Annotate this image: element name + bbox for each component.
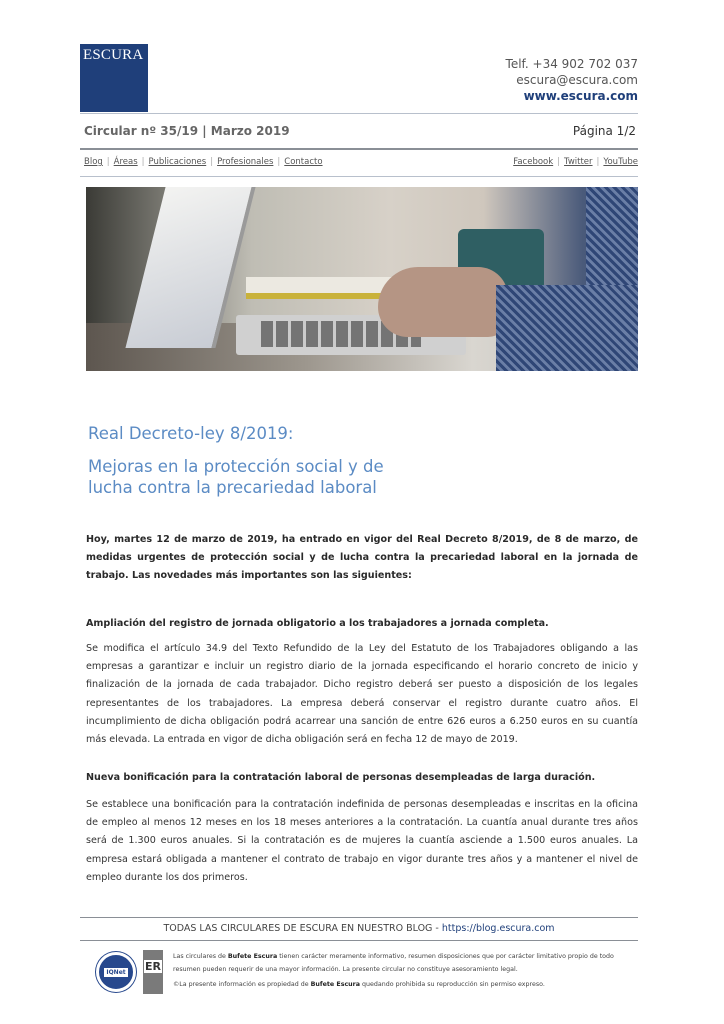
escura-logo: ESCURA — [80, 44, 148, 112]
blog-url-link[interactable]: https://blog.escura.com — [441, 923, 555, 934]
article-title: Real Decreto-ley 8/2019: — [88, 424, 294, 443]
website-link[interactable]: www.escura.com — [523, 89, 638, 103]
hero-image — [86, 187, 638, 371]
article-intro: Hoy, martes 12 de marzo de 2019, ha entrado en vigor del Real Decreto 8/2019, de 8 de marzo, de medidas urgentes de protección social y de lucha contra la precariedad laboral en la jornada de trabajo. Las novedades más importantes son las siguientes: — [86, 534, 638, 582]
phone-number: Telf. +34 902 702 037 — [505, 57, 638, 71]
section-body-2: Se establece una bonificación para la contratación indefinida de personas desempleadas e inscritas en la oficina de empleo al menos 12 meses en los 18 meses anteriores a la contratación. La cuantía anual durante tres años será de 1.300 euros anuales. Si la contratación es de mujeres la cuantía asciende a 1.500 euros anuales. La empresa estará obligada a mantener el contrato de trabajo en vigor durante tres años y a mantener el nivel de empleo durante los dos primeros. — [86, 799, 638, 883]
section-heading-2: Nueva bonificación para la contratación laboral de personas desempleadas de larga duración. — [86, 772, 596, 783]
header-divider — [80, 113, 638, 114]
nav-link-youtube[interactable]: YouTube — [603, 157, 638, 167]
footer-bottom-divider — [80, 940, 638, 941]
nav-link-facebook[interactable]: Facebook — [513, 157, 554, 167]
nav-left — [84, 157, 323, 167]
separator: | — [557, 157, 561, 167]
er-certification-icon: ER — [143, 950, 163, 994]
contact-block — [506, 56, 638, 104]
circular-divider — [80, 148, 638, 150]
nav-divider — [80, 176, 638, 177]
sleeve-shape — [496, 285, 638, 371]
nav-link-areas[interactable]: Áreas — [113, 157, 138, 167]
nav-link-twitter[interactable]: Twitter — [564, 157, 593, 167]
footer-top-divider — [80, 917, 638, 918]
nav-link-profesionales[interactable]: Profesionales — [217, 157, 274, 167]
nav-link-blog[interactable]: Blog — [84, 157, 103, 167]
separator: | — [106, 157, 110, 167]
nav-bar — [84, 157, 638, 167]
page-indicator: Página 1/2 — [572, 124, 636, 138]
disclaimer-line-2: ©La presente información es propiedad de Bufete Escura quedando prohibida su reproducción sin permiso expreso. — [173, 981, 545, 988]
blog-banner-text: TODAS LAS CIRCULARES DE ESCURA EN NUESTRO BLOG - — [163, 923, 442, 934]
legal-disclaimer — [173, 950, 635, 991]
book-shape — [246, 277, 396, 299]
section-heading-1: Ampliación del registro de jornada obligatorio a los trabajadores a jornada completa. — [86, 618, 549, 629]
iqnet-certification-icon: IQNet — [96, 952, 136, 992]
separator: | — [141, 157, 145, 167]
nav-link-contacto[interactable]: Contacto — [284, 157, 323, 167]
circular-bar — [84, 124, 636, 138]
separator: | — [210, 157, 214, 167]
nav-right — [513, 157, 638, 167]
hand-shape — [378, 267, 508, 337]
arm-shape — [586, 187, 638, 297]
separator: | — [596, 157, 600, 167]
email-address[interactable]: escura@escura.com — [516, 73, 638, 87]
disclaimer-line-1: Las circulares de Bufete Escura tienen carácter meramente informativo, resumen disposiciones que por carácter limitativo propio de todo resumen pueden requerir de una mayor información. La presente circular no constituye asesoramiento legal. — [173, 953, 614, 973]
article-subtitle: Mejoras en la protección social y de lucha contra la precariedad laboral — [88, 457, 384, 497]
section-body-1: Se modifica el artículo 34.9 del Texto Refundido de la Ley del Estatuto de los Trabajadores obligando a las empresas a garantizar e incluir un registro diario de la jornada especificando el horario concreto de inicio y finalización de la jornada de cada trabajador. Dicho registro deberá ser puesto a disposición de los legales representantes de los trabajadores. La empresa deberá conservar el registro durante cuatro años. El incumplimiento de dicha obligación podrá acarrear una sanción de entre 626 euros a 6.250 euros en su cuantía más elevada. La entrada en vigor de dicha obligación será en fecha 12 de mayo de 2019. — [86, 643, 638, 746]
separator: | — [277, 157, 281, 167]
circular-number: Circular nº 35/19 | Marzo 2019 — [84, 124, 290, 138]
nav-link-publicaciones[interactable]: Publicaciones — [148, 157, 207, 167]
blog-banner — [80, 923, 638, 934]
